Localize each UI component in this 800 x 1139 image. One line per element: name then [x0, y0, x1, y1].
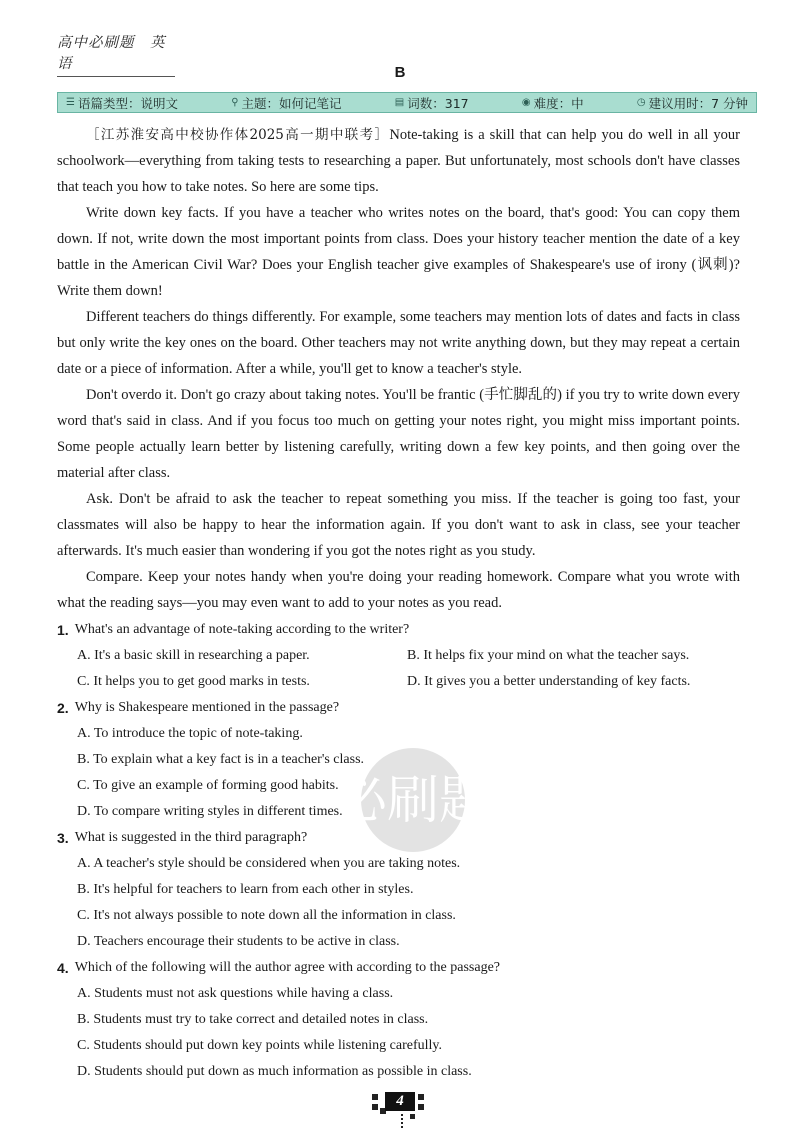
option-d: D. To compare writing styles in different times. [77, 804, 343, 819]
question-text: What's an advantage of note-taking according to the writer? [74, 622, 410, 637]
info-word-count-label: 词数：317 [407, 95, 469, 111]
info-type [66, 94, 178, 112]
question-number: 1. [57, 622, 69, 638]
section-letter: B [394, 64, 406, 81]
option-c: C. It helps you to get good marks in tests. [77, 674, 310, 689]
reading-passage [57, 122, 740, 616]
clock-icon: ◷ [636, 97, 646, 108]
info-time [637, 94, 748, 112]
option-list [57, 721, 740, 825]
page-number: 4 [385, 1092, 415, 1111]
passage-paragraph: Don't overdo it. Don't go crazy about taking notes. You'll be frantic (手忙脚乱的) if you try to write down every word that's said in class. And if you focus too much on getting your notes right, you might miss important points. Some people actually learn better by listening carefully, writing down a few key points, and then going over the material after class. [57, 387, 740, 481]
question-stem [57, 617, 740, 643]
question [57, 695, 740, 825]
option-b: B. It helps fix your mind on what the teacher says. [407, 648, 690, 663]
option-a: A. It's a basic skill in researching a paper. [77, 648, 310, 663]
question-list [57, 617, 740, 1085]
question-number: 3. [57, 830, 69, 846]
info-difficulty [522, 94, 584, 112]
option-c: C. To give an example of forming good habits. [77, 778, 339, 793]
option-d: D. It gives you a better understanding of key facts. [407, 674, 691, 689]
option-list [57, 981, 740, 1085]
option-list [57, 643, 740, 695]
paragraph-text: Note-taking is a skill that can help you do well in all your schoolwork—everything from taking tests to researching a paper. But unfortunately, most schools don't have classes that teach you how to take notes. So here are some tips. [57, 127, 740, 195]
info-topic-label: 主题：如何记笔记 [241, 95, 342, 111]
option-b: B. It's helpful for teachers to learn from each other in styles. [77, 882, 414, 897]
option-list [57, 851, 740, 955]
question-number: 4. [57, 960, 69, 976]
question-text: Why is Shakespeare mentioned in the passage? [74, 700, 340, 715]
page-footer [370, 1088, 432, 1128]
info-type-label: 语篇类型：说明文 [77, 95, 178, 111]
option-b: B. Students must try to take correct and detailed notes in class. [77, 1012, 429, 1027]
question [57, 955, 740, 1085]
option-c: C. It's not always possible to note down all the information in class. [77, 908, 456, 923]
question [57, 617, 740, 695]
option-d: D. Teachers encourage their students to be active in class. [77, 934, 400, 949]
document-icon: ▤ [394, 97, 405, 108]
question-stem [57, 955, 740, 981]
option-b: B. To explain what a key fact is in a teacher's class. [77, 752, 365, 767]
info-word-count [395, 94, 469, 112]
option-c: C. Students should put down key points while listening carefully. [77, 1038, 443, 1053]
question-text: Which of the following will the author agree with according to the passage? [74, 960, 500, 975]
question-number: 2. [57, 700, 69, 716]
passage-info-bar [57, 92, 757, 113]
passage-paragraph: Write down key facts. If you have a teacher who writes notes on the board, that's good: You can copy them down. If not, write down the most important points from class. Does your history teacher mention the date of a key battle in the American Civil War? Does your English teacher give examples of Shakespeare's use of irony (讽刺)? Write them down! [57, 205, 740, 299]
question-stem [57, 695, 740, 721]
search-icon: ⚲ [231, 97, 239, 108]
question-stem [57, 825, 740, 851]
passage-paragraph: Different teachers do things differently. For example, some teachers may mention lots of dates and facts in class but only write the key ones on the board. Other teachers may not write anything down, but they may repeat a certain date or a piece of information. After a while, you'll get to know a teacher's style. [57, 309, 740, 377]
question-text: What is suggested in the third paragraph? [74, 830, 308, 845]
passage-paragraph: Compare. Keep your notes handy when you're doing your reading homework. Compare what you wrote with what the reading says—you may even want to add to your notes as you read. [57, 569, 740, 611]
book-header: 高中必刷题 英语 [57, 31, 175, 77]
list-icon: ☰ [66, 97, 75, 108]
info-time-label: 建议用时：7 分钟 [648, 95, 748, 111]
info-difficulty-label: 难度：中 [533, 95, 584, 111]
difficulty-icon: ◉ [521, 97, 531, 108]
passage-source: ［江苏淮安高中校协作体2025高一期中联考］ [86, 127, 390, 143]
watermark-text: 必刷题 [334, 771, 492, 831]
option-d: D. Students should put down as much information as possible in class. [77, 1064, 472, 1079]
info-topic [231, 94, 341, 112]
question [57, 825, 740, 955]
passage-paragraph: Ask. Don't be afraid to ask the teacher to repeat something you miss. If the teacher is going too fast, your classmates will also be happy to hear the information again. If you don't want to ask in class, see your teacher afterwards. It's much easier than wondering if you got the notes right as you study. [57, 491, 740, 559]
option-a: A. To introduce the topic of note-taking. [77, 726, 303, 741]
option-a: A. Students must not ask questions while having a class. [77, 986, 394, 1001]
passage-paragraph [57, 122, 740, 200]
option-a: A. A teacher's style should be considered when you are taking notes. [77, 856, 461, 871]
